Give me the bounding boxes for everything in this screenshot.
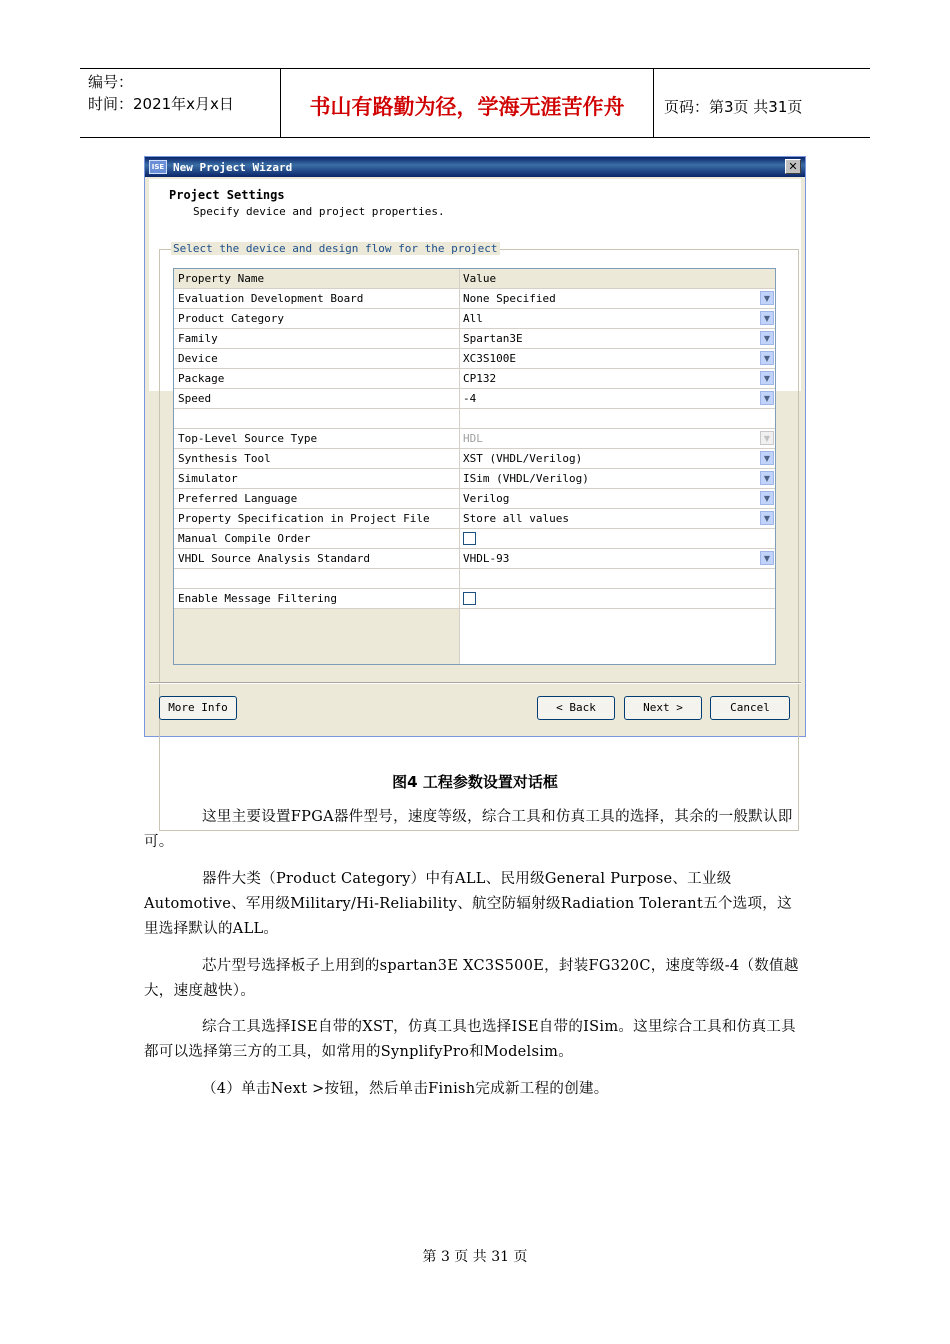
property-name: Preferred Language <box>174 489 460 508</box>
new-project-wizard-dialog <box>144 156 806 737</box>
property-value: XC3S100E <box>463 352 516 365</box>
property-value: Store all values <box>463 512 569 525</box>
property-name: Manual Compile Order <box>174 529 460 548</box>
property-row <box>174 549 775 569</box>
property-value: ISim (VHDL/Verilog) <box>463 472 589 485</box>
chevron-down-icon[interactable]: ▼ <box>760 351 774 365</box>
property-name: Enable Message Filtering <box>174 589 460 608</box>
column-header-value: Value <box>463 272 497 285</box>
property-value: All <box>463 312 483 325</box>
paragraph-1: 这里主要设置FPGA器件型号，速度等级，综合工具和仿真工具的选择，其余的一般默认即可。 <box>144 809 793 850</box>
property-row <box>174 529 775 549</box>
dialog-title: New Project Wizard <box>173 160 293 174</box>
chevron-down-icon[interactable]: ▼ <box>760 311 774 325</box>
close-icon[interactable]: ✕ <box>785 159 801 174</box>
chevron-down-icon[interactable]: ▼ <box>760 471 774 485</box>
property-value-combo[interactable] <box>460 389 775 408</box>
back-button[interactable]: < Back <box>537 696 615 720</box>
property-name: Package <box>174 369 460 388</box>
time-label: 时间：2021年x月x日 <box>88 95 234 113</box>
property-row <box>174 409 775 429</box>
property-grid <box>173 268 776 665</box>
dialog-titlebar <box>145 157 805 177</box>
property-row <box>174 449 775 469</box>
property-row <box>174 349 775 369</box>
property-name: Product Category <box>174 309 460 328</box>
property-value-combo[interactable] <box>460 489 775 508</box>
property-value-combo[interactable] <box>460 469 775 488</box>
property-name: Synthesis Tool <box>174 449 460 468</box>
property-row <box>174 509 775 529</box>
property-value: Spartan3E <box>463 332 523 345</box>
empty-cell <box>460 409 775 428</box>
chevron-down-icon[interactable]: ▼ <box>760 331 774 345</box>
number-label: 编号： <box>88 73 134 91</box>
empty-cell <box>460 569 775 588</box>
property-value-combo[interactable] <box>460 509 775 528</box>
next-button[interactable]: Next > <box>624 696 702 720</box>
property-row <box>174 289 775 309</box>
property-value-combo[interactable] <box>460 329 775 348</box>
property-value: None Specified <box>463 292 556 305</box>
property-row <box>174 569 775 589</box>
paragraph-4: 综合工具选择ISE自带的XST，仿真工具也选择ISE自带的ISim。这里综合工具和仿真工具都可以选择第三方的工具，如常用的SynplifyPro和Modelsim。 <box>144 1019 796 1060</box>
paragraph-5: （4）单击Next >按钮，然后单击Finish完成新工程的创建。 <box>202 1081 609 1097</box>
property-value-combo <box>460 429 775 448</box>
cancel-button[interactable]: Cancel <box>710 696 790 720</box>
property-value-combo[interactable] <box>460 369 775 388</box>
property-value: Verilog <box>463 492 510 505</box>
property-value: HDL <box>463 432 483 445</box>
property-row <box>174 369 775 389</box>
chevron-down-icon[interactable]: ▼ <box>760 451 774 465</box>
column-header-name: Property Name <box>174 269 460 288</box>
motto: 书山有路勤为径，学海无涯苦作舟 <box>281 69 654 137</box>
property-value: -4 <box>463 392 477 405</box>
document-header <box>80 68 870 138</box>
property-row <box>174 489 775 509</box>
button-separator <box>149 682 801 684</box>
property-checkbox-cell <box>460 589 775 608</box>
header-meta <box>80 69 281 137</box>
property-name: Speed <box>174 389 460 408</box>
property-row <box>174 329 775 349</box>
ise-app-icon: ISE <box>149 160 167 174</box>
property-value-combo[interactable] <box>460 289 775 308</box>
property-value-combo[interactable] <box>460 349 775 368</box>
chevron-down-icon[interactable]: ▼ <box>760 491 774 505</box>
chevron-down-icon[interactable]: ▼ <box>760 291 774 305</box>
property-value-combo[interactable] <box>460 309 775 328</box>
property-row <box>174 589 775 609</box>
section-title: Project Settings <box>169 188 285 202</box>
more-info-button[interactable]: More Info <box>159 696 237 720</box>
paragraph-3: 芯片型号选择板子上用到的spartan3E XC3S500E，封装FG320C，速度等级-4（数值越大，速度越快）。 <box>144 958 799 999</box>
chevron-down-icon[interactable]: ▼ <box>760 391 774 405</box>
chevron-down-icon[interactable]: ▼ <box>760 371 774 385</box>
chevron-down-icon[interactable]: ▼ <box>760 511 774 525</box>
property-value: XST (VHDL/Verilog) <box>463 452 583 465</box>
section-subtitle: Specify device and project properties. <box>193 205 445 218</box>
property-row <box>174 429 775 449</box>
page-footer: 第 3 页 共 31 页 <box>422 1249 528 1265</box>
property-value: CP132 <box>463 372 497 385</box>
chevron-down-icon[interactable]: ▼ <box>760 551 774 565</box>
property-checkbox-cell <box>460 529 775 548</box>
grid-header-row <box>174 269 775 289</box>
property-row <box>174 469 775 489</box>
checkbox[interactable] <box>463 592 476 605</box>
property-value-combo[interactable] <box>460 549 775 568</box>
property-name: Evaluation Development Board <box>174 289 460 308</box>
property-value: VHDL-93 <box>463 552 510 565</box>
property-name: Simulator <box>174 469 460 488</box>
property-row <box>174 389 775 409</box>
property-name: Top-Level Source Type <box>174 429 460 448</box>
property-name: Device <box>174 349 460 368</box>
property-name: Property Specification in Project File <box>174 509 460 528</box>
page-info: 页码：第3页 共31页 <box>664 97 803 116</box>
grid-empty-area <box>174 609 775 664</box>
chevron-down-icon: ▼ <box>760 431 774 445</box>
property-name: VHDL Source Analysis Standard <box>174 549 460 568</box>
property-row <box>174 309 775 329</box>
property-name <box>174 569 460 588</box>
paragraph-2: 器件大类（Product Category）中有ALL、民用级General Purpose、工业级Automotive、军用级Military/Hi-Reliability、航空防辐射级Radiation Tolerant五个选项，这里选择默认的ALL。 <box>144 871 792 937</box>
property-name <box>174 409 460 428</box>
property-name: Family <box>174 329 460 348</box>
property-value-combo[interactable] <box>460 449 775 468</box>
figure-caption: 图4 工程参数设置对话框 <box>392 773 558 791</box>
group-label: Select the device and design flow for the project <box>173 242 498 255</box>
checkbox[interactable] <box>463 532 476 545</box>
